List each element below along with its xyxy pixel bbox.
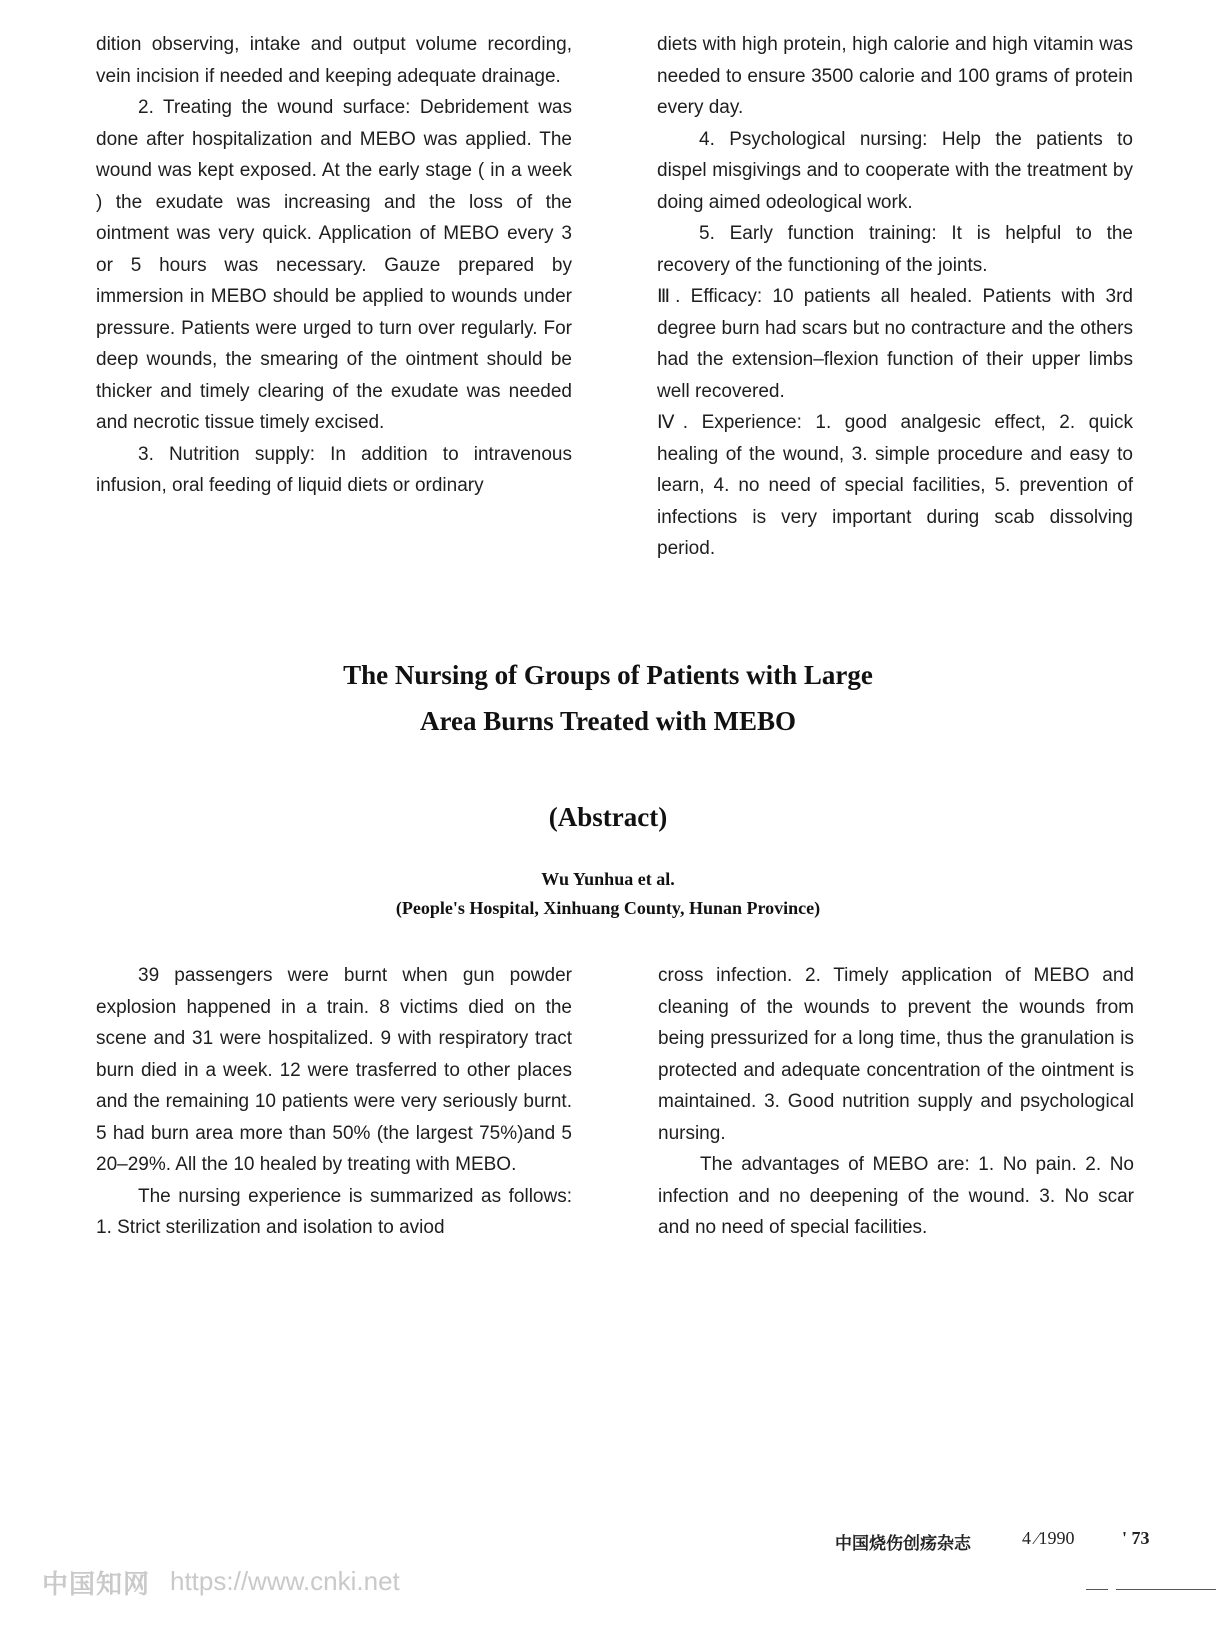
footer-issue: 4 ∕1990 [1022,1528,1075,1548]
paragraph-nutrition: 3. Nutrition supply: In addition to intravenous infusion, oral feeding of liquid diets or ordinary [96,443,572,496]
paragraph-continued: dition observing, intake and output volume recording, vein incision if needed and keeping adequate drainage. [96,34,572,87]
paragraph-wound-surface: 2. Treating the wound surface: Debridement was done after hospitalization and MEBO was applied. The wound was kept exposed. At the early stage ( in a week ) the exudate was increasing and the loss of the ointment was very quick. Application of MEBO every 3 or 5 hours was necessary. Gauze prepared by immersion in MEBO should be applied to wounds under pressure. Patients were urged to turn over regularly. For deep wounds, the smearing of the ointment should be thicker and timely clearing of the exudate was needed and necrotic tissue timely excised. [96,97,572,433]
watermark-logo-text: 中国知网 [42,1570,151,1600]
footer-page-number: ' 73 [1122,1528,1150,1548]
paragraph-advantages: The advantages of MEBO are: 1. No pain. 2. No infection and no deepening of the wound. 3. No scar and no need of special facilities. [658,1154,1134,1238]
article-title-line-1: The Nursing of Groups of Patients with Large [343,660,873,690]
watermark-url: https://www.cnki.net [170,1566,400,1596]
author-line: Wu Yunhua et al. [541,869,675,889]
footer-rule [1086,1589,1108,1590]
footer-rule [1116,1589,1216,1590]
abstract-label: (Abstract) [548,802,668,832]
paragraph-nursing-experience: The nursing experience is summarized as follows: 1. Strict sterilization and isolation to aviod [96,1185,572,1238]
paragraph-experience: Ⅳ. Experience: 1. good analgesic effect, 2. quick healing of the wound, 3. simple procedure and easy to learn, 4. no need of special facilities, 5. prevention of infections is very important during scab dissolving period. [657,412,1133,559]
paragraph-cross-infection: cross infection. 2. Timely application of MEBO and cleaning of the wounds to prevent the wounds from being pressurized for a long time, thus the granulation is protected and adequate concentration of the ointment is maintained. 3. Good nutrition supply and psychological nursing. [658,965,1134,1144]
paragraph-function-training: 5. Early function training: It is helpful to the recovery of the functioning of the joints. [657,223,1133,276]
paragraph-incident: 39 passengers were burnt when gun powder explosion happened in a train. 8 victims died on the scene and 31 were hospitalized. 9 with respiratory tract burn died in a week. 12 were trasferred to other places and the remaining 10 patients were very seriously burnt. 5 had burn area more than 50% (the largest 75%)and 5 20–29%. All the 10 healed by treating with MEBO. [96,965,572,1175]
bottom-right-column [658,960,1134,1244]
footer-journal-name: 中国烧伤创疡杂志 [835,1534,971,1554]
top-right-column [657,29,1133,565]
bottom-left-column [96,960,572,1244]
paragraph-psychological: 4. Psychological nursing: Help the patients to dispel misgivings and to cooperate with the treatment by doing aimed odeological work. [657,128,1133,213]
article-title-line-2: Area Burns Treated with MEBO [419,706,796,736]
affiliation-line: (People's Hospital, Xinhuang County, Hunan Province) [395,898,821,918]
paragraph-efficacy: Ⅲ. Efficacy: 10 patients all healed. Patients with 3rd degree burn had scars but no contracture and the others had the extension–flexion function of their upper limbs well recovered. [657,286,1133,402]
top-left-column [96,29,572,502]
paragraph-diets: diets with high protein, high calorie and high vitamin was needed to ensure 3500 calorie and 100 grams of protein every day. [657,34,1133,118]
